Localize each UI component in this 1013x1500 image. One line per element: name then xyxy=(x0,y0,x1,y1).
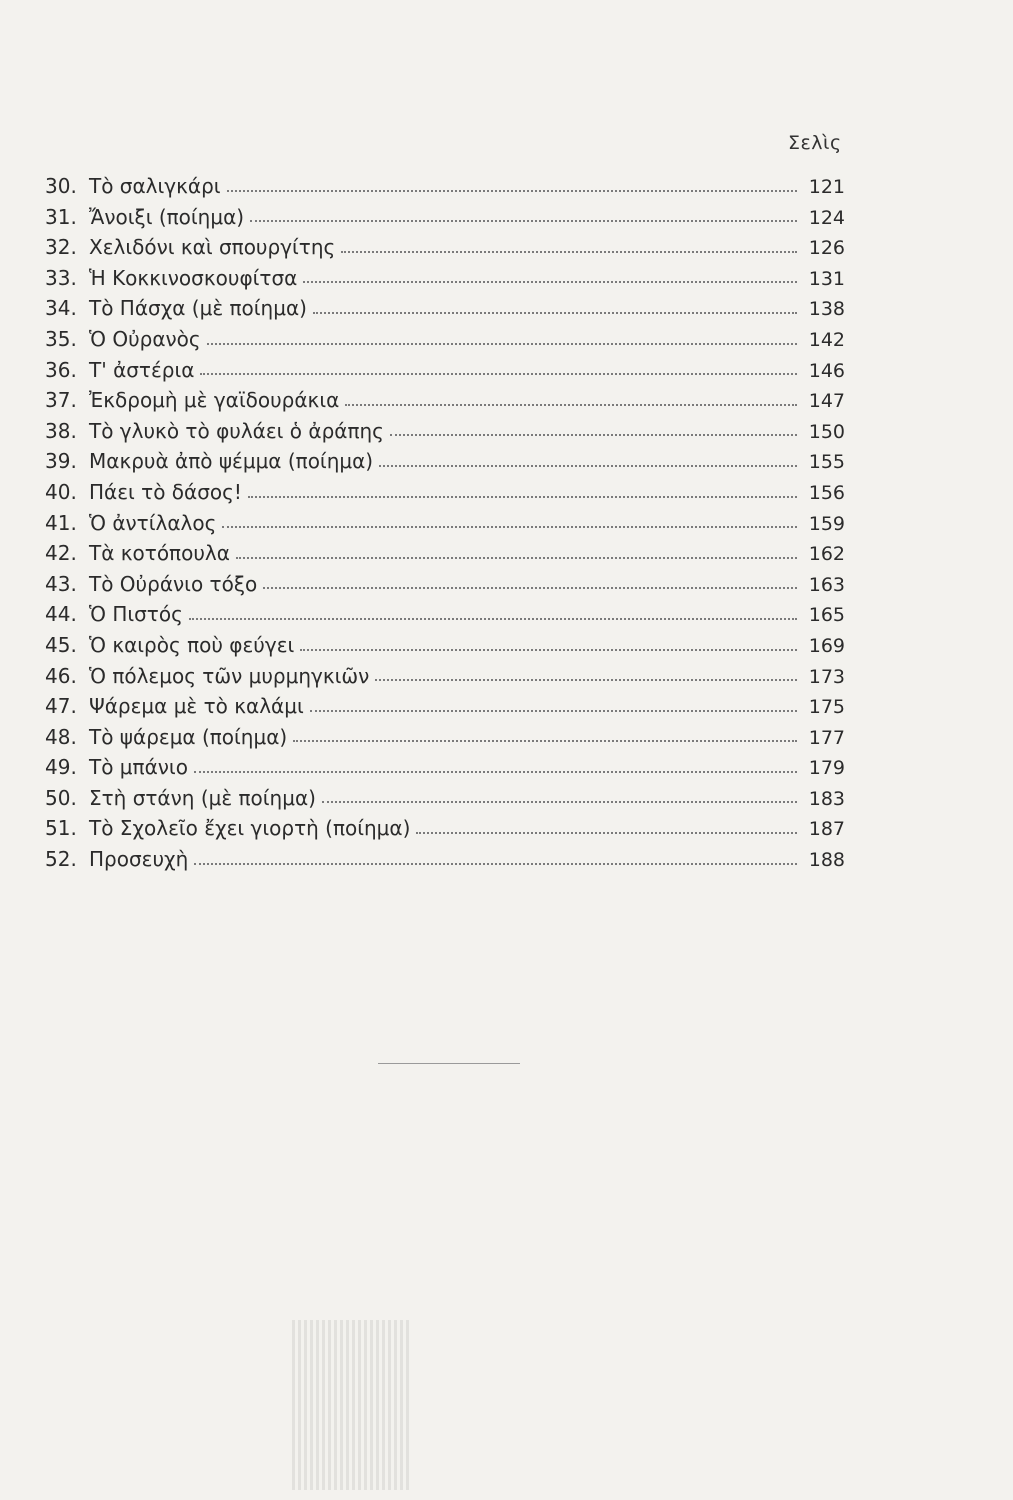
toc-entry-page: 150 xyxy=(808,420,845,443)
toc-entry xyxy=(45,449,845,480)
toc-entry-page: 126 xyxy=(808,237,845,260)
toc-entry xyxy=(45,480,845,511)
toc-entry-page: 165 xyxy=(808,604,845,627)
toc-entry-title: Τὸ μπάνιο xyxy=(89,755,188,780)
toc-entry-leader-dots xyxy=(250,219,797,222)
toc-entry-number: 50. xyxy=(45,785,77,810)
toc-entry-number: 46. xyxy=(45,663,77,688)
toc-entry-title: Ἡ Κοκκινοσκουφίτσα xyxy=(89,265,298,290)
toc-entry-page: 183 xyxy=(808,787,845,810)
toc-entry-page: 155 xyxy=(808,451,845,474)
toc-entry-number: 32. xyxy=(45,235,77,260)
toc-entry-leader-dots xyxy=(263,586,797,589)
toc-entry-leader-dots xyxy=(341,250,797,253)
toc-entry xyxy=(45,694,845,725)
toc-entry-number: 44. xyxy=(45,602,77,627)
toc-entry-title: Τὰ κοτόπουλα xyxy=(89,541,230,566)
toc-entry-leader-dots xyxy=(236,556,797,559)
toc-entry xyxy=(45,358,845,389)
toc-entry-title: Τὸ Οὐράνιο τόξο xyxy=(89,571,258,596)
toc-entry-title: Ὁ Πιστός xyxy=(89,602,183,627)
toc-entry-number: 31. xyxy=(45,204,77,229)
toc-entry-page: 142 xyxy=(808,328,845,351)
toc-entry-page: 138 xyxy=(808,298,845,321)
toc-entry xyxy=(45,296,845,327)
separator-rule xyxy=(378,1063,520,1064)
toc-entry-leader-dots xyxy=(300,648,797,651)
toc-entry xyxy=(45,725,845,756)
toc-entry-title: Ὁ καιρὸς ποὺ φεύγει xyxy=(89,632,295,657)
toc-entry-page: 175 xyxy=(808,696,845,719)
toc-entry-number: 42. xyxy=(45,541,77,566)
toc-entry-leader-dots xyxy=(303,280,797,283)
toc-entry-number: 41. xyxy=(45,510,77,535)
toc-entry-leader-dots xyxy=(293,739,797,742)
toc-entry xyxy=(45,266,845,297)
toc-entry-title: Ὁ ἀντίλαλος xyxy=(89,510,217,535)
toc-entry-page: 156 xyxy=(808,481,845,504)
toc-entry-leader-dots xyxy=(194,770,797,773)
toc-entry-title: Ὁ πόλεμος τῶν μυρμηγκιῶν xyxy=(89,663,370,688)
toc-entry xyxy=(45,388,845,419)
toc-entry-page: 162 xyxy=(808,543,845,566)
toc-entry xyxy=(45,633,845,664)
toc-entry-title: Τὸ Πάσχα (μὲ ποίημα) xyxy=(89,296,307,321)
toc-entry-number: 49. xyxy=(45,755,77,780)
toc-entry-number: 51. xyxy=(45,816,77,841)
toc-entry xyxy=(45,847,845,878)
toc-entry-page: 163 xyxy=(808,573,845,596)
column-header-page: Σελὶς xyxy=(788,132,842,154)
toc-entry-title: Τὸ γλυκὸ τὸ φυλάει ὁ ἀράπης xyxy=(89,418,384,443)
toc-entry-leader-dots xyxy=(322,800,797,803)
toc-entry-number: 34. xyxy=(45,296,77,321)
toc-entry-page: 173 xyxy=(808,665,845,688)
toc-entry-page: 187 xyxy=(808,818,845,841)
toc-entry xyxy=(45,511,845,542)
toc-entry-leader-dots xyxy=(227,189,797,192)
toc-entry xyxy=(45,419,845,450)
toc-entry-page: 147 xyxy=(808,390,845,413)
toc-entry-leader-dots xyxy=(194,862,797,865)
toc-entry-number: 40. xyxy=(45,479,77,504)
toc-entry-title: Ἄνοιξι (ποίημα) xyxy=(89,204,245,229)
toc-entry-number: 30. xyxy=(45,174,77,198)
toc-entry-page: 177 xyxy=(808,726,845,749)
toc-entry xyxy=(45,235,845,266)
toc-entry-number: 35. xyxy=(45,326,77,351)
toc-entry-page: 124 xyxy=(808,206,845,229)
toc-entry-number: 45. xyxy=(45,632,77,657)
toc-entry-title: Τ' ἀστέρια xyxy=(89,357,195,382)
toc-entry-leader-dots xyxy=(200,372,797,375)
toc-entry-title: Χελιδόνι καὶ σπουργίτης xyxy=(89,235,336,260)
barcode-stamp-faded xyxy=(292,1320,412,1490)
toc-entry xyxy=(45,664,845,695)
toc-entry-number: 38. xyxy=(45,418,77,443)
toc-entry-number: 37. xyxy=(45,388,77,413)
toc-entry-leader-dots xyxy=(379,464,797,467)
toc-entry-title: Ὁ Οὐρανὸς xyxy=(89,326,201,351)
toc-entry-title: Πάει τὸ δάσος! xyxy=(89,479,242,504)
toc-entry-page: 179 xyxy=(808,757,845,780)
toc-entry-leader-dots xyxy=(345,403,797,406)
toc-entry xyxy=(45,541,845,572)
toc-entry-page: 169 xyxy=(808,634,845,657)
toc-entry-title: Τὸ Σχολεῖο ἔχει γιορτὴ (ποίημα) xyxy=(89,816,411,841)
toc-entry-title: Τὸ σαλιγκάρι xyxy=(89,174,221,198)
toc-entry xyxy=(45,755,845,786)
toc-entry-title: Στὴ στάνη (μὲ ποίημα) xyxy=(89,785,316,810)
toc-entry-page: 159 xyxy=(808,512,845,535)
toc-entry xyxy=(45,327,845,358)
toc-entry xyxy=(45,816,845,847)
toc-entry-leader-dots xyxy=(375,678,797,681)
toc-entry-title: Μακρυὰ ἀπὸ ψέμμα (ποίημα) xyxy=(89,449,374,474)
toc-entry xyxy=(45,602,845,633)
toc-entry-title: Ψάρεμα μὲ τὸ καλάμι xyxy=(89,694,304,719)
toc-entry-leader-dots xyxy=(310,709,797,712)
toc-entry xyxy=(45,174,845,205)
toc-entry-number: 43. xyxy=(45,571,77,596)
toc-entry-page: 188 xyxy=(808,849,845,872)
toc-entry xyxy=(45,205,845,236)
toc-entry xyxy=(45,572,845,603)
toc-entry-page: 131 xyxy=(808,267,845,290)
toc-entry-leader-dots xyxy=(248,495,797,498)
toc-entry-leader-dots xyxy=(222,525,797,528)
toc-entry-leader-dots xyxy=(313,311,797,314)
toc-entry-number: 47. xyxy=(45,694,77,719)
toc-entry-number: 39. xyxy=(45,449,77,474)
toc-entry-leader-dots xyxy=(416,831,797,834)
toc-entry-title: Τὸ ψάρεμα (ποίημα) xyxy=(89,724,288,749)
toc-entry-page: 121 xyxy=(808,176,845,198)
toc-entry-leader-dots xyxy=(207,342,797,345)
toc-entry-number: 52. xyxy=(45,847,77,872)
toc-entry-leader-dots xyxy=(189,617,797,620)
toc-entry-page: 146 xyxy=(808,359,845,382)
table-of-contents xyxy=(45,174,845,878)
toc-entry-number: 36. xyxy=(45,357,77,382)
toc-entry-title: Ἐκδρομὴ μὲ γαϊδουράκια xyxy=(89,388,340,413)
toc-entry-title: Προσευχὴ xyxy=(89,847,189,872)
toc-entry-leader-dots xyxy=(390,433,797,436)
toc-entry-number: 48. xyxy=(45,724,77,749)
toc-entry xyxy=(45,786,845,817)
toc-entry-number: 33. xyxy=(45,265,77,290)
